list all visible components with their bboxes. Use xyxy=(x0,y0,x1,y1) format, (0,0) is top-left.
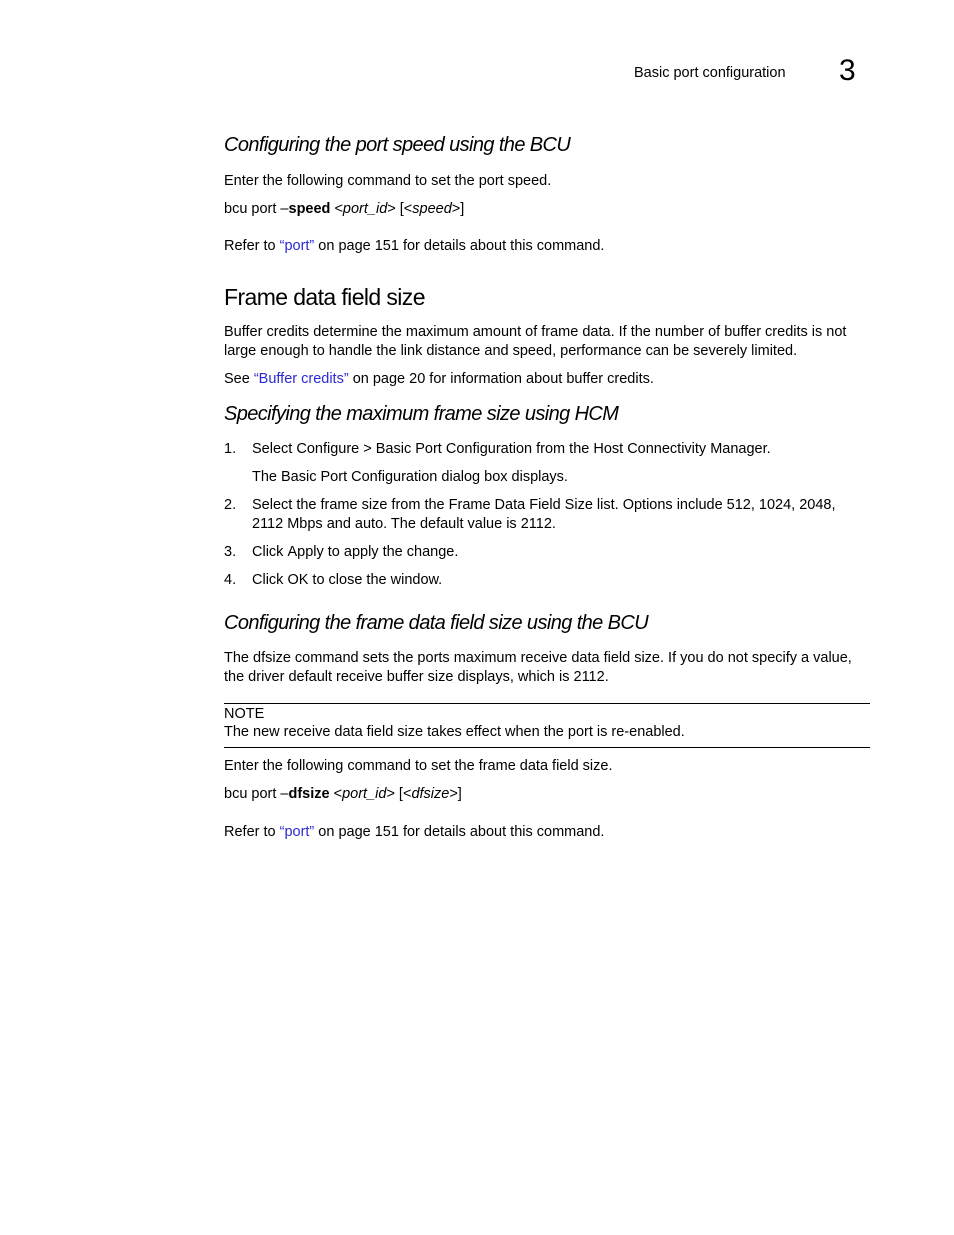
cmd-arg-port-id: port_id xyxy=(342,201,388,217)
note-top-rule xyxy=(224,703,870,704)
step-post: from the Host Connectivity Manager. xyxy=(532,441,771,457)
step-text xyxy=(252,496,836,515)
ref-pre: Refer to xyxy=(224,824,280,840)
step-pre: Select xyxy=(252,441,297,457)
cmd-mid: > [< xyxy=(386,786,412,802)
dfsize-reference xyxy=(224,823,604,842)
cmd-prefix: bcu port – xyxy=(224,786,289,802)
chapter-number: 3 xyxy=(839,54,856,87)
ref-pre: Refer to xyxy=(224,238,280,254)
speed-intro: Enter the following command to set the port speed. xyxy=(224,173,552,189)
step-text xyxy=(252,543,458,562)
field-name: Frame Data Field Size xyxy=(448,497,593,513)
cmd-option: dfsize xyxy=(288,786,330,802)
heading-frame-data-field-size: Frame data field size xyxy=(224,284,425,310)
ref-post: on page 151 for details about this command. xyxy=(314,238,605,254)
cmd-arg-speed: speed xyxy=(412,201,452,217)
step-post: to close the window. xyxy=(308,572,443,588)
speed-command xyxy=(224,200,464,219)
dfsize-para-line2: the driver default receive buffer size displays, which is 2112. xyxy=(224,669,609,685)
buffer-credits-link[interactable]: “Buffer credits” xyxy=(253,371,349,387)
step-post: list. Options include 512, 1024, 2048, xyxy=(592,497,836,513)
dfsize-para-line1 xyxy=(224,649,852,668)
heading-max-frame-size-hcm: Specifying the maximum frame size using HCM xyxy=(224,403,619,425)
cmd-mid: > [< xyxy=(387,201,413,217)
step-pre: Click xyxy=(252,572,288,588)
step-number: 3. xyxy=(224,544,237,560)
running-header-title: Basic port configuration xyxy=(634,65,786,81)
cmd-sep: < xyxy=(329,786,343,802)
step-1-result xyxy=(252,468,568,487)
cmd-option: speed xyxy=(288,201,331,217)
cmd-arg-port-id: port_id xyxy=(342,786,387,802)
step-post: to apply the change. xyxy=(323,544,459,560)
button-name: OK xyxy=(287,572,309,588)
cmd-arg-dfsize: dfsize xyxy=(411,786,450,802)
see-pre: See xyxy=(224,371,254,387)
cmd-end: >] xyxy=(451,201,465,217)
buffer-credits-reference xyxy=(224,370,654,389)
note-label: NOTE xyxy=(224,706,265,722)
step-text xyxy=(252,440,771,459)
speed-reference xyxy=(224,237,604,256)
menu-path: Configure > Basic Port Configuration xyxy=(296,441,533,457)
ref-post: on page 151 for details about this command. xyxy=(314,824,605,840)
command-name: dfsize xyxy=(253,650,291,666)
step-pre: Select the frame size from the xyxy=(252,497,449,513)
step-text-line2: 2112 Mbps and auto. The default value is 2112. xyxy=(252,516,556,532)
cmd-end: >] xyxy=(449,786,462,802)
heading-port-speed-bcu: Configuring the port speed using the BCU xyxy=(224,134,571,156)
note-bottom-rule xyxy=(224,747,870,748)
step-number: 1. xyxy=(224,441,237,457)
step-text xyxy=(252,571,442,590)
para-pre: The xyxy=(224,650,254,666)
button-name: Apply xyxy=(287,544,324,560)
heading-dfsize-bcu: Configuring the frame data field size using the BCU xyxy=(224,612,649,634)
frame-para-line1: Buffer credits determine the maximum amount of frame data. If the number of buffer credits is not xyxy=(224,324,847,340)
see-post: on page 20 for information about buffer credits. xyxy=(348,371,654,387)
step-pre: The xyxy=(252,469,282,485)
port-link[interactable]: “port” xyxy=(279,824,315,840)
para-post: command sets the ports maximum receive data field size. If you do not specify a value, xyxy=(290,650,852,666)
step-number: 4. xyxy=(224,572,237,588)
dfsize-command xyxy=(224,785,462,804)
note-text: The new receive data field size takes effect when the port is re-enabled. xyxy=(224,724,685,740)
port-link[interactable]: “port” xyxy=(279,238,315,254)
dialog-name: Basic Port Configuration xyxy=(281,469,438,485)
step-number: 2. xyxy=(224,497,237,513)
step-pre: Click xyxy=(252,544,288,560)
cmd-sep: < xyxy=(330,201,343,217)
dfsize-intro: Enter the following command to set the frame data field size. xyxy=(224,758,613,774)
frame-para-line2: large enough to handle the link distance and speed, performance can be severely limited. xyxy=(224,343,798,359)
step-post: dialog box displays. xyxy=(437,469,568,485)
cmd-prefix: bcu port – xyxy=(224,201,289,217)
